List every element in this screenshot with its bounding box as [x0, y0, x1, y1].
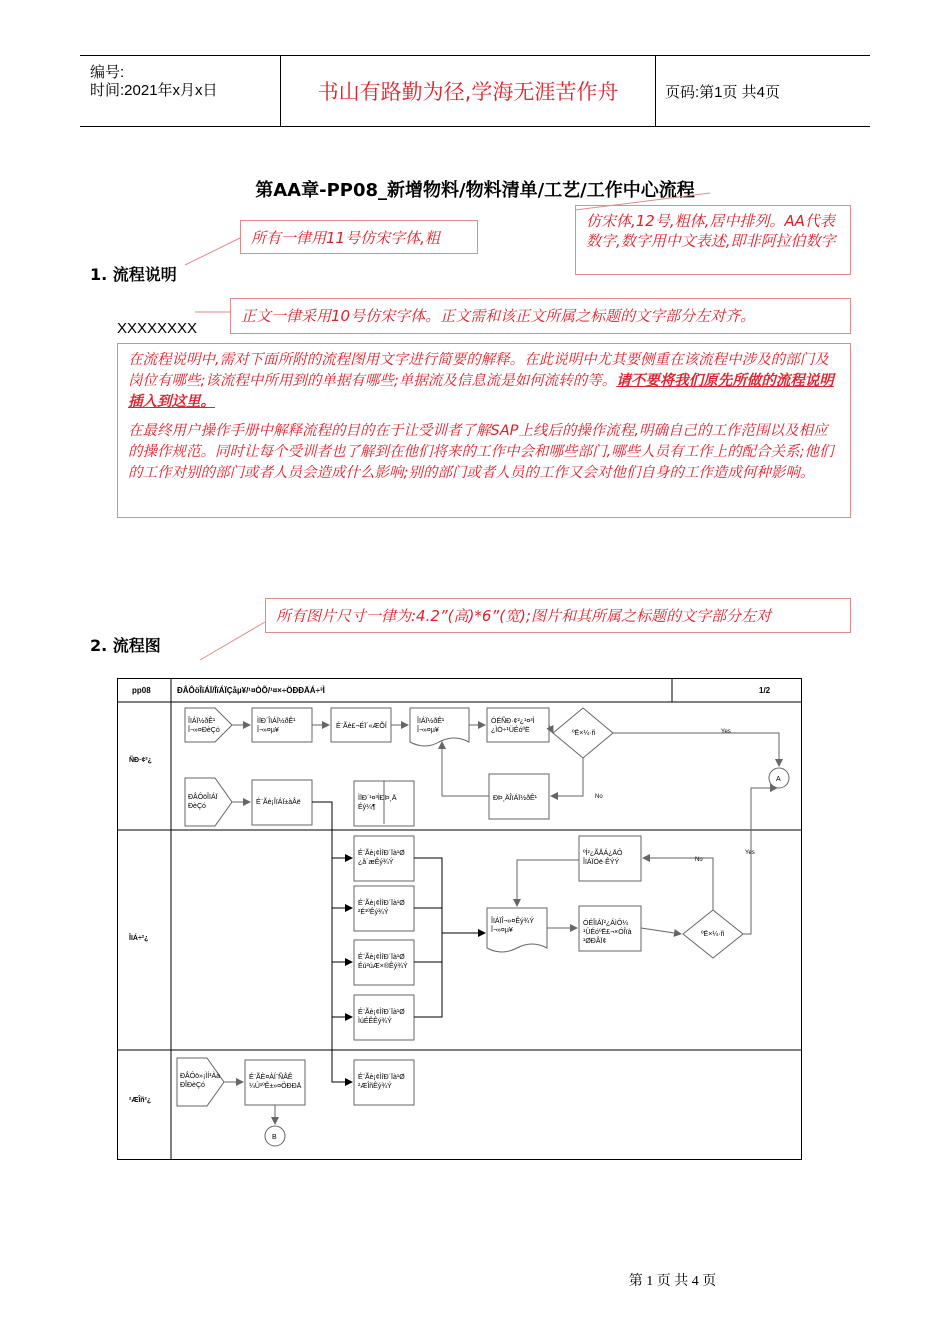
d2-text: ºË×¼·ñ	[701, 931, 725, 938]
guide-paragraph-2: 在最终用户操作手册中解释流程的目的在于让受训者了解SAP上线后的操作流程,明确自己的工作范围以及相应的操作规范。同时让每个受训者也了解到在他们将来的工作中会和哪些部门,哪些人员有工作上的配合关系;他们的工作对别的部门或者人员会造成什么影响;别的部门或者人员的工作又会对他们自身的工作造成何种影响。	[128, 423, 834, 481]
l2-text: É¨Ãè¡¢ÌîÐ´Ïà¹Ø ²É¹ºÊý¾Ý	[358, 900, 405, 916]
section1-body: XXXXXXXX	[117, 320, 198, 337]
lane-logistics: ÎïÁ÷²¿	[129, 935, 149, 942]
n8-text: É¨Ãè¡ÎïÁÏ±àÂë	[256, 799, 301, 806]
l3-text: É¨Ãè¡¢ÌîÐ´Ïà¹Ø Éú²úÆ×®Êý¾Ý	[358, 954, 408, 970]
no-label-1: No	[595, 794, 603, 800]
image-rule-note: 所有图片尺寸一律为:4.2”(高)*6”(宽);图片和其所属之标题的文字部分左对	[265, 598, 851, 633]
n6-text: ÐÞ¸ÄÎïÁÏ½ðÊ¹	[493, 795, 537, 802]
motto: 书山有路勤为径,学海无涯苦作舟	[280, 56, 656, 126]
font-rule-note: 所有一律用11号仿宋字体,粗	[240, 220, 478, 254]
l1-text: É¨Ãè¡¢ÌîÐ´Ïà¹Ø ¿â´æÊý¾Ý	[358, 850, 405, 866]
connector-b-text: B	[272, 1134, 277, 1141]
flowchart-page: 1/2	[759, 686, 771, 695]
n4-text: ÎïÁÏ½ðÊ¹ Î¬»¤µ¥	[417, 718, 445, 734]
page-footer: 第 1 页 共 4 页	[628, 1274, 717, 1289]
guide-note	[117, 343, 851, 518]
flowchart-title: ÐÂÔöÎïÁÏ/ÎïÁÏÇåµ¥/¹¤ÒÕ/¹¤×÷ÖÐÐÄÁ÷³Ì	[177, 686, 325, 695]
l6-text: ÓÉÎïÁÏ²¿ÁìÔ¼ ¹ÜÉóºË£¬×ÓÎïà ¹ØÐÂÏ¢	[583, 920, 632, 945]
n3-text: É¨Ãè£¬ÉÏ´«ÆÕÍ	[336, 723, 387, 730]
lane-finance: ²ÆÎñ²¿	[129, 1097, 152, 1104]
time-label: 时间:2021年x月x日	[90, 82, 218, 99]
l5-text: ÎïÁÏÎ¬»¤Êý¾Ý Î¬»¤µ¥	[491, 918, 534, 934]
node-n2	[252, 708, 312, 742]
f2-text: É¨ÃÈ¤ÀÍ¨ÑÂÊ ¼Û¹ºÊ±»¤ÖÐÐÄ	[249, 1074, 302, 1090]
connector-a-text: A	[776, 776, 781, 783]
node-n5	[487, 708, 549, 742]
n2-text: ÌîÐ´ÎïÁÏ½ðÊ¹ Î¬»¤µ¥	[257, 718, 296, 734]
section2-heading: 2. 流程图	[90, 636, 161, 655]
n7-text: ÐÂÔöÎïÁÏ ÐèÇó	[188, 794, 218, 810]
n9-text: ÌîÐ´¹¤³ÌÐÞ¸Ä Éý¼¶	[358, 795, 397, 811]
n1-line1: ÎïÁÏ½ðÊ¹ Î¬»¤ÐèÇó	[188, 718, 220, 734]
flowchart-code: pp08	[132, 686, 151, 695]
section1-heading: 1. 流程说明	[90, 265, 177, 284]
lane-rd: ÑÐ·¢²¿	[129, 757, 152, 764]
f1-text: ÐÂÔö»¡ÌÍ¹Àà ÐÎÐèÇó	[180, 1073, 221, 1089]
yes-label-1: Yes	[721, 729, 731, 735]
n5-text: ÓÉÑÐ·¢²¿¹¤³Ì ¿ÌÓ÷¹ÜÉóºË	[491, 718, 535, 734]
guide-paragraph-1: 在流程说明中,需对下面所附的流程图用文字进行简要的解释。在此说明中尤其要侧重在该流程中涉及的部门及岗位有哪些;该流程中所用到的单据有哪些;单据流及信息流是如何流转的等。	[128, 352, 829, 389]
guide-warning: 请不要将我们原先所做的流程说明插入到这里。	[128, 373, 834, 410]
yes-label-2: Yes	[745, 850, 755, 856]
f3-text: É¨Ãè¡¢ÌîÐ´Ïà¹Ø ²ÆÎñÊý¾Ý	[358, 1074, 405, 1090]
page-label: 页码:第1页 共4页	[665, 83, 781, 101]
number-label: 编号:	[90, 64, 125, 81]
title-rule-note: 仿宋体,12号,粗体,居中排列。AA代表数字,数字用中文表述,即非阿拉伯数字	[575, 205, 851, 275]
d1-text: ºË×¼·ñ	[572, 730, 596, 737]
no-label-2: No	[695, 857, 703, 863]
document-title: 第AA章-PP08_新增物料/物料清单/工艺/工作中心流程	[255, 180, 695, 201]
l7-text: ºÍ²¿ÃÅÁ¿ÄÔ ÎïÁÏÓë·ÊÝÝ	[583, 850, 623, 866]
flowchart	[117, 678, 802, 1160]
body-rule-note: 正文一律采用10号仿宋字体。正文需和该正文所属之标题的文字部分左对齐。	[230, 298, 851, 334]
l4-text: É¨Ãè¡¢ÌîÐ´Ïà¹Ø ÌúÉÊÊý¾Ý	[358, 1009, 405, 1025]
